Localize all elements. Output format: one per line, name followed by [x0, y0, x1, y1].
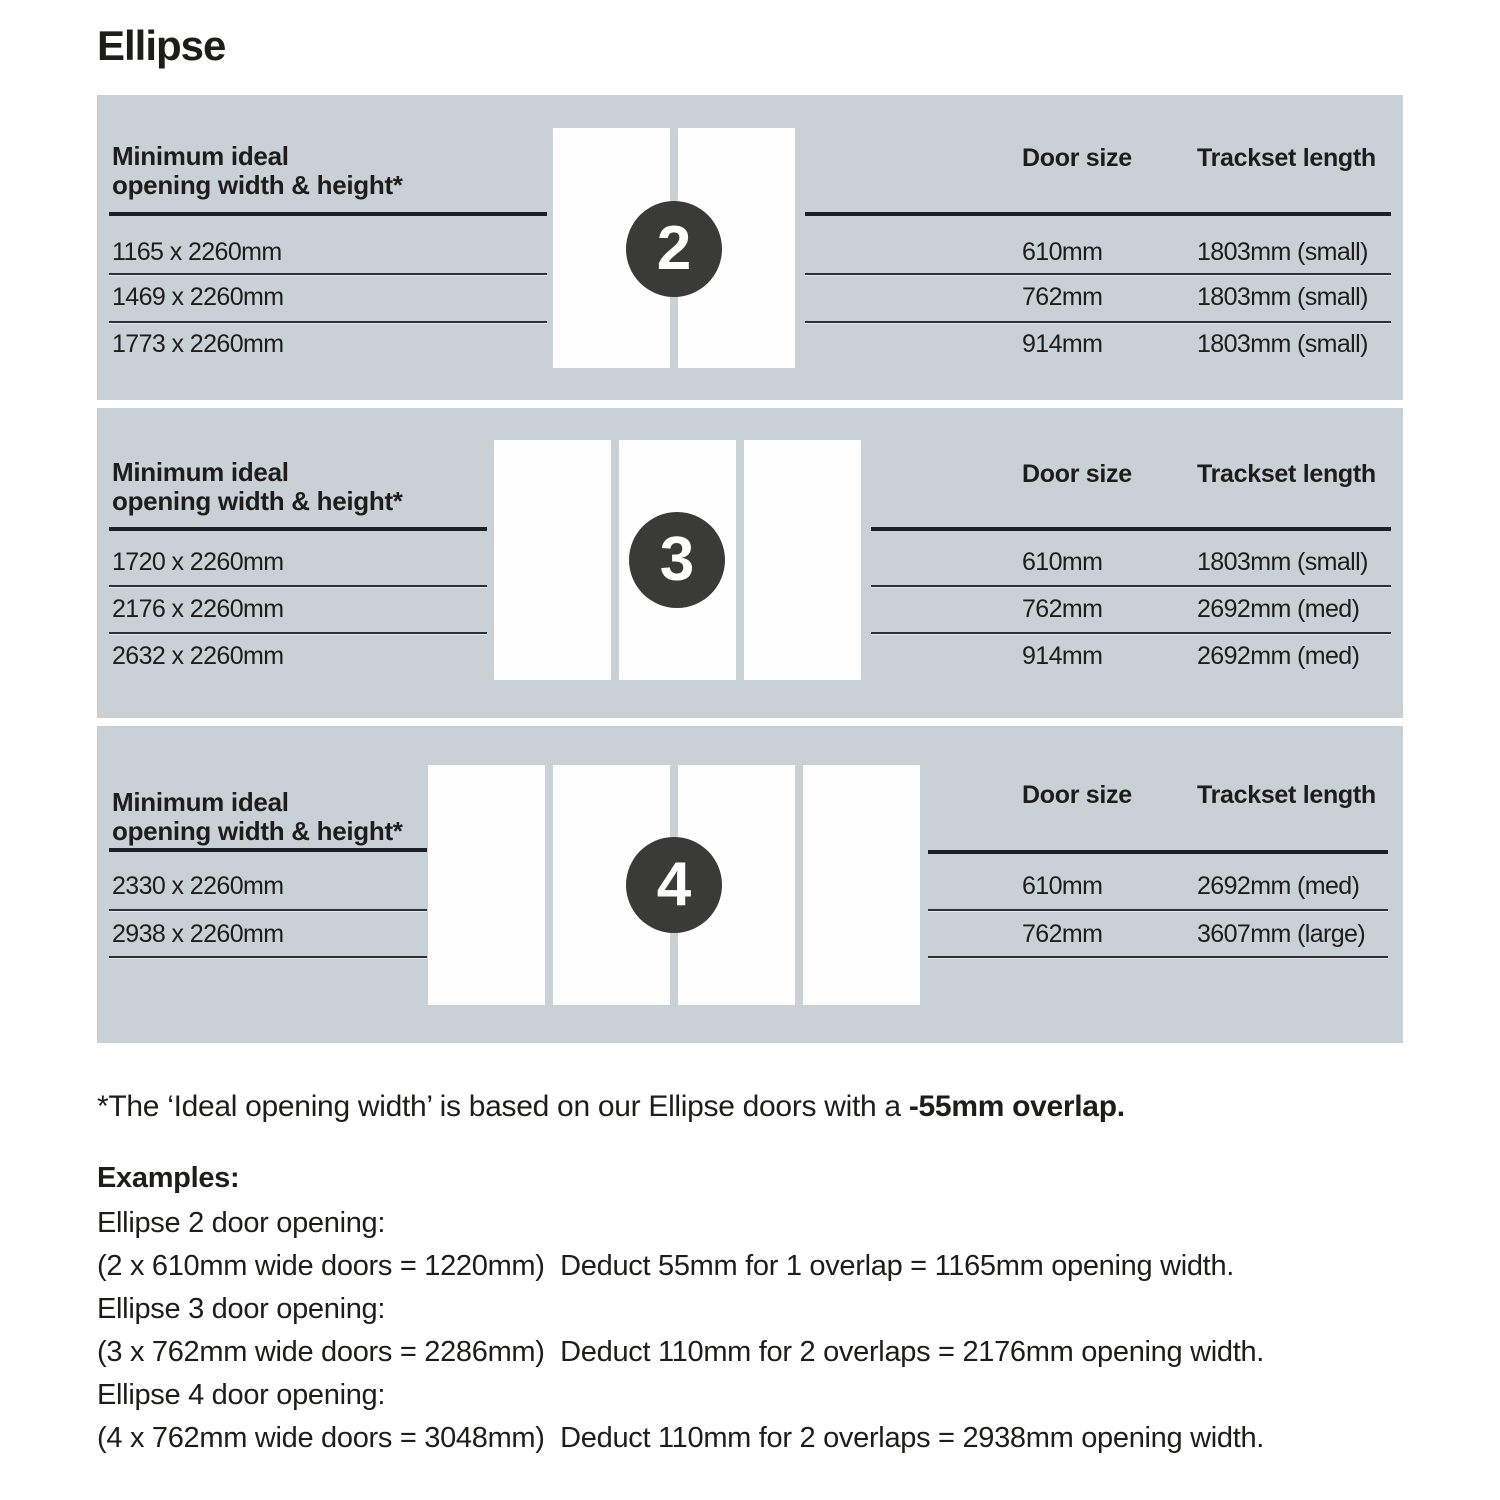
trackset-cell: 2692mm (med) [1197, 595, 1360, 623]
right-header-rule [871, 527, 1391, 531]
row-divider [109, 956, 427, 958]
door-count-badge [629, 512, 725, 608]
trackset-column-header: Trackset length [1197, 460, 1376, 488]
row-divider [928, 909, 1388, 911]
door-size-cell: 914mm [1022, 330, 1103, 358]
door-size-cell: 610mm [1022, 238, 1103, 266]
example-detail: (2 x 610mm wide doors = 1220mm) Deduct 55mm for 1 overlap = 1165mm opening width. [97, 1250, 1235, 1282]
trackset-cell: 1803mm (small) [1197, 548, 1368, 576]
trackset-cell: 2692mm (med) [1197, 642, 1360, 670]
opening-size-cell: 1165 x 2260mm [112, 238, 282, 266]
opening-size-cell: 2330 x 2260mm [112, 872, 284, 900]
door-size-cell: 610mm [1022, 872, 1103, 900]
door-panel [494, 440, 611, 680]
left-header-rule [109, 848, 427, 852]
examples-heading: Examples: [97, 1162, 240, 1194]
trackset-column-header: Trackset length [1197, 781, 1376, 809]
door-count-badge [626, 837, 722, 933]
trackset-cell: 1803mm (small) [1197, 330, 1368, 358]
page-title: Ellipse [97, 22, 226, 69]
trackset-cell: 2692mm (med) [1197, 872, 1360, 900]
door-size-cell: 762mm [1022, 283, 1103, 311]
trackset-cell: 3607mm (large) [1197, 920, 1366, 948]
section-4-door [97, 726, 1403, 1043]
opening-size-header-line2: opening width & height* [112, 170, 403, 200]
example-title: Ellipse 4 door opening: [97, 1379, 386, 1411]
right-header-rule [928, 850, 1388, 854]
row-divider [109, 273, 547, 275]
door-size-cell: 914mm [1022, 642, 1103, 670]
opening-size-header-line1: Minimum ideal [112, 141, 289, 171]
door-size-column-header: Door size [1022, 144, 1132, 172]
door-count-number: 2 [656, 214, 692, 283]
row-divider [871, 632, 1391, 634]
door-size-column-header: Door size [1022, 460, 1132, 488]
overlap-footnote-text: *The ‘Ideal opening width’ is based on our Ellipse doors with a [97, 1090, 909, 1123]
example-detail: (3 x 762mm wide doors = 2286mm) Deduct 110mm for 2 overlaps = 2176mm opening width. [97, 1336, 1265, 1368]
door-size-cell: 610mm [1022, 548, 1103, 576]
row-divider [109, 585, 487, 587]
opening-size-cell: 2176 x 2260mm [112, 595, 284, 623]
opening-size-cell: 2938 x 2260mm [112, 920, 284, 948]
opening-size-cell: 1720 x 2260mm [112, 548, 284, 576]
section-2-door [97, 95, 1403, 400]
door-size-cell: 762mm [1022, 595, 1103, 623]
opening-size-cell: 1773 x 2260mm [112, 330, 284, 358]
opening-size-cell: 1469 x 2260mm [112, 283, 284, 311]
trackset-cell: 1803mm (small) [1197, 283, 1368, 311]
row-divider [805, 273, 1391, 275]
left-header-rule [109, 527, 487, 531]
row-divider [109, 321, 547, 323]
row-divider [109, 909, 427, 911]
door-count-number: 4 [656, 850, 692, 919]
example-detail: (4 x 762mm wide doors = 3048mm) Deduct 110mm for 2 overlaps = 2938mm opening width. [97, 1422, 1265, 1454]
door-panel [803, 765, 920, 1005]
row-divider [928, 956, 1388, 958]
row-divider [871, 585, 1391, 587]
row-divider [805, 321, 1391, 323]
right-header-rule [805, 212, 1391, 216]
opening-size-header-line2: opening width & height* [112, 816, 403, 846]
door-count-badge [626, 201, 722, 297]
opening-size-cell: 2632 x 2260mm [112, 642, 284, 670]
overlap-footnote-bold: -55mm overlap. [908, 1090, 1125, 1123]
door-panel [744, 440, 861, 680]
door-count-number: 3 [659, 525, 695, 594]
opening-size-header-line1: Minimum ideal [112, 787, 289, 817]
trackset-column-header: Trackset length [1197, 144, 1376, 172]
trackset-cell: 1803mm (small) [1197, 238, 1368, 266]
opening-size-header-line2: opening width & height* [112, 486, 403, 516]
opening-size-header [112, 788, 403, 846]
door-size-column-header: Door size [1022, 781, 1132, 809]
example-title: Ellipse 2 door opening: [97, 1207, 386, 1239]
left-header-rule [109, 212, 547, 216]
overlap-footnote [97, 1090, 1125, 1124]
example-title: Ellipse 3 door opening: [97, 1293, 386, 1325]
door-size-cell: 762mm [1022, 920, 1103, 948]
opening-size-header [112, 458, 403, 516]
door-panel [428, 765, 545, 1005]
opening-size-header-line1: Minimum ideal [112, 457, 289, 487]
opening-size-header [112, 142, 403, 200]
row-divider [109, 632, 487, 634]
section-3-door [97, 408, 1403, 718]
